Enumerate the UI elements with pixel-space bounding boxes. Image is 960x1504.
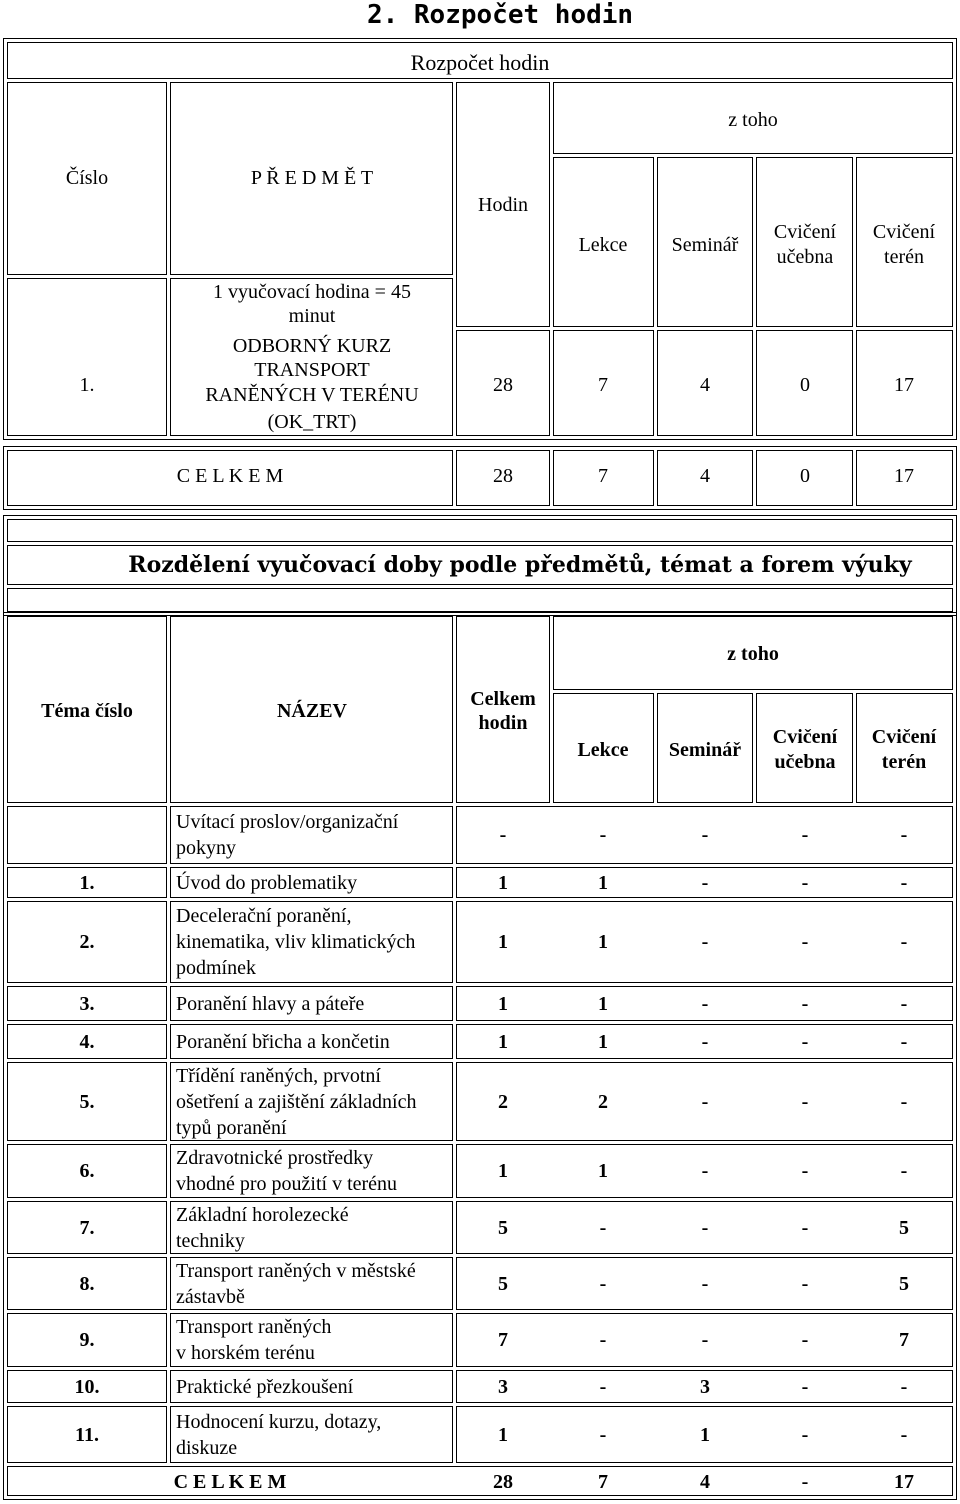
topic-celkem: 1 [498, 1160, 508, 1182]
topic-celkem: 2 [498, 1090, 508, 1113]
topic-ucebna: - [801, 1423, 809, 1446]
topic-seminar: - [701, 871, 709, 894]
budget-note-line2: minut [288, 305, 336, 327]
topic-lekce: - [599, 1375, 607, 1398]
topic-name-line: Transport raněných v městské [176, 1259, 416, 1282]
topics-total-lekce: 7 [598, 1471, 608, 1493]
topic-name-line: Decelerační poranění, [176, 905, 352, 927]
topic-name-line: Transport raněných [176, 1316, 332, 1338]
topics-total-label: C E L K E M [173, 1471, 287, 1493]
total-label: C E L K E M [176, 465, 284, 487]
th-celkem-line2: hodin [478, 712, 528, 734]
topic-teren: - [900, 1423, 908, 1446]
row-name-line1: ODBORNÝ KURZ [232, 335, 392, 357]
topic-teren: - [900, 1090, 908, 1113]
topic-num: 9. [79, 1329, 95, 1351]
row-cislo-cell [7, 278, 167, 436]
row-lekce: 7 [598, 374, 608, 396]
topics-total-ucebna: - [801, 1471, 809, 1493]
section-spacer-bottom [7, 588, 953, 612]
header-lekce: Lekce [578, 234, 628, 256]
topic-ucebna: - [801, 992, 809, 1015]
topic-seminar: - [701, 1090, 709, 1113]
topic-lekce: - [599, 1329, 607, 1351]
topic-name-line: vhodné pro použití v terénu [176, 1173, 398, 1195]
topic-name-line: diskuze [176, 1436, 238, 1459]
topic-lekce: 1 [598, 931, 608, 953]
total-lekce: 7 [598, 465, 608, 487]
topic-teren: - [900, 1160, 908, 1182]
row-name-line2: TRANSPORT [254, 359, 370, 381]
total-seminar: 4 [700, 465, 710, 487]
section-spacer-top [7, 519, 953, 542]
topic-teren: - [900, 871, 908, 894]
topic-name-line: Hodnocení kurzu, dotazy, [176, 1410, 382, 1433]
page-heading: 2. Rozpočet hodin [366, 0, 634, 30]
topic-teren: - [900, 992, 908, 1015]
budget-note-line1: 1 vyučovací hodina = 45 [213, 281, 411, 303]
row-hodin: 28 [493, 374, 513, 396]
topic-seminar: - [701, 931, 709, 953]
header-hodin: Hodin [478, 194, 528, 216]
topic-num: 11. [75, 1423, 99, 1446]
topic-ucebna: - [801, 931, 809, 953]
topic-seminar: - [701, 1329, 709, 1351]
header-ztoho: z toho [728, 109, 778, 131]
topic-ucebna: - [801, 1329, 809, 1351]
topic-teren: 5 [899, 1216, 909, 1239]
topic-name-line: Zdravotnické prostředky [176, 1147, 374, 1169]
topic-lekce: 1 [598, 1030, 608, 1053]
topic-name-line: techniky [176, 1229, 245, 1252]
topics-total-teren: 17 [894, 1471, 914, 1493]
topic-ucebna: - [801, 1272, 809, 1295]
topic-seminar: 1 [700, 1423, 710, 1446]
topic-teren: - [900, 824, 908, 846]
th-teren-line1: Cvičení [871, 726, 937, 748]
th-celkem-line1: Celkem [470, 688, 536, 710]
th-ztoho: z toho [727, 643, 779, 665]
topic-lekce: - [599, 1423, 607, 1446]
topic-seminar: - [701, 1272, 709, 1295]
topic-celkem: 3 [498, 1375, 508, 1398]
topic-teren: - [900, 931, 908, 953]
topic-celkem: 1 [498, 931, 508, 953]
row-name-line4: (OK_TRT) [267, 411, 357, 433]
topic-lekce: 1 [598, 1160, 608, 1182]
topic-celkem: 1 [498, 1030, 508, 1053]
total-hodin: 28 [493, 465, 513, 487]
topic-ucebna: - [801, 871, 809, 894]
topic-lekce: - [599, 1216, 607, 1239]
topic-ucebna: - [801, 1030, 809, 1053]
topic-seminar: - [701, 1216, 709, 1239]
topic-name-line: zástavbě [176, 1285, 245, 1308]
topic-ucebna: - [801, 824, 809, 846]
topic-celkem: 7 [498, 1329, 508, 1351]
topic-celkem: 1 [498, 1423, 508, 1446]
row-teren: 17 [894, 374, 914, 396]
topic-ucebna: - [801, 1375, 809, 1398]
topic-teren: 7 [899, 1329, 909, 1351]
topic-lekce: 2 [598, 1090, 608, 1113]
row-cislo: 1. [79, 374, 95, 396]
topics-total-cell [7, 1466, 953, 1496]
row-seminar: 4 [700, 374, 710, 396]
header-cv-teren-line2: terén [884, 246, 924, 268]
topic-num: 3. [79, 992, 95, 1015]
topic-celkem: 5 [498, 1272, 508, 1295]
header-predmet: P Ř E D M Ě T [250, 167, 374, 189]
header-cv-teren-line1: Cvičení [872, 221, 936, 243]
topic-teren: - [900, 1030, 908, 1053]
th-tema: Téma číslo [41, 700, 133, 722]
header-seminar: Seminář [671, 234, 739, 256]
th-ucebna-line1: Cvičení [772, 726, 838, 748]
topic-lekce: - [599, 824, 607, 846]
topic-seminar: 3 [700, 1375, 710, 1398]
row-ucebna: 0 [800, 374, 810, 396]
topic-num: 4. [79, 1030, 95, 1053]
topic-lekce: - [599, 1272, 607, 1295]
topic-name-line: Základní horolezecké [176, 1203, 349, 1226]
topic-num: 7. [79, 1216, 95, 1239]
th-ucebna-line2: učebna [774, 751, 836, 773]
header-cislo: Číslo [65, 167, 109, 189]
topic-ucebna: - [801, 1160, 809, 1182]
row-name-line3: RANĚNÝCH V TERÉNU [205, 384, 419, 406]
th-lekce: Lekce [577, 739, 629, 761]
topic-celkem: 1 [498, 871, 508, 894]
topic-celkem: 5 [498, 1216, 508, 1239]
topic-lekce: 1 [598, 992, 608, 1015]
topics-total-seminar: 4 [700, 1471, 710, 1493]
topic-teren: - [900, 1375, 908, 1398]
topic-teren: 5 [899, 1272, 909, 1295]
topic-seminar: - [701, 992, 709, 1015]
topic-name-line: Poranění břicha a končetin [176, 1030, 390, 1053]
section-title: Rozdělení vyučovací doby podle předmětů, témat a forem výuky [128, 552, 912, 578]
topic-seminar: - [701, 1160, 709, 1182]
total-ucebna: 0 [800, 465, 810, 487]
topic-num: 8. [79, 1272, 95, 1295]
topic-name-line: v horském terénu [176, 1342, 315, 1364]
topic-lekce: 1 [598, 871, 608, 894]
topic-num: 2. [79, 931, 95, 953]
topic-name-line: Poranění hlavy a páteře [176, 992, 365, 1015]
th-seminar: Seminář [668, 739, 742, 761]
topic-num-cell [7, 806, 167, 864]
topics-total-celkem: 28 [493, 1471, 513, 1493]
topic-seminar: - [701, 824, 709, 846]
topic-name-line: podmínek [176, 957, 256, 979]
topic-num: 1. [79, 871, 95, 894]
topic-name-line: kinematika, vliv klimatických [176, 931, 416, 953]
topic-ucebna: - [801, 1216, 809, 1239]
topic-num: 10. [74, 1375, 100, 1398]
topic-name-line: Třídění raněných, prvotní [176, 1064, 381, 1087]
topic-ucebna: - [801, 1090, 809, 1113]
topic-name-line: Uvítací proslov/organizační [176, 811, 399, 833]
topic-name-line: Úvod do problematiky [176, 871, 358, 894]
header-cv-ucebna-line1: Cvičení [773, 221, 837, 243]
th-nazev: NÁZEV [276, 700, 348, 722]
topic-name-line: Praktické přezkoušení [176, 1375, 354, 1398]
total-teren: 17 [894, 465, 914, 487]
topic-num: 5. [79, 1090, 95, 1113]
topic-celkem: 1 [498, 992, 508, 1015]
topic-name-line: ošetření a zajištění základních [176, 1090, 417, 1113]
th-teren-line2: terén [881, 751, 927, 773]
header-cv-ucebna-line2: učebna [776, 246, 834, 268]
topic-seminar: - [701, 1030, 709, 1053]
topic-name-line: pokyny [176, 837, 236, 859]
budget-title: Rozpočet hodin [410, 50, 550, 75]
topic-name-line: typů poranění [176, 1116, 287, 1139]
topic-celkem: - [499, 824, 507, 846]
topic-num: 6. [79, 1160, 95, 1182]
